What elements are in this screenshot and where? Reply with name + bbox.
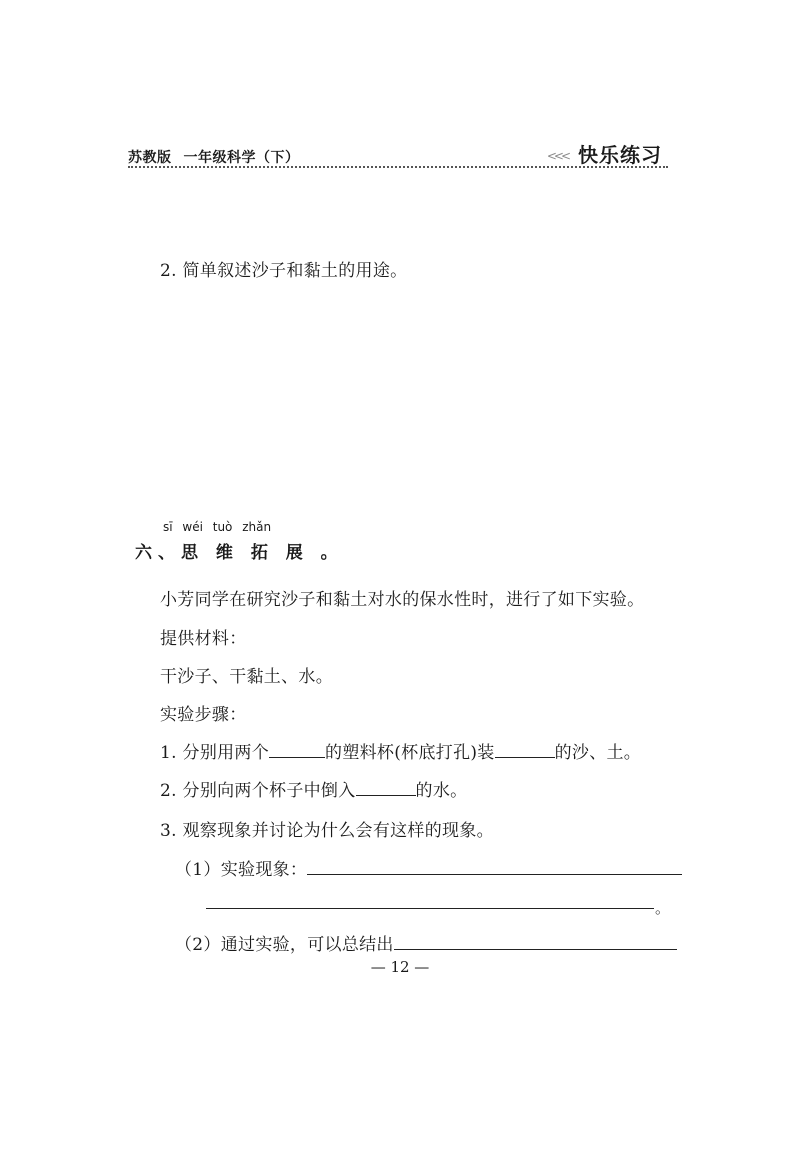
step-1-blank-amount[interactable] — [495, 741, 555, 758]
materials-label: 提供材料： — [160, 629, 247, 649]
step-2-text-a: 2. 分别向两个杯子中倒入 — [160, 781, 356, 801]
step-2-text-b: 的水。 — [415, 781, 468, 801]
brand-title: 快乐练习 — [578, 143, 662, 167]
section-title: 六、思 维 拓 展 。 — [135, 543, 344, 563]
grade-text: 一年级科学（下） — [183, 150, 300, 166]
sub-question-1-label: （1）实验现象： — [175, 860, 308, 880]
steps-label: 实验步骤： — [160, 705, 247, 725]
edition-text: 苏教版 — [128, 150, 172, 166]
step-1-text-a: 1. 分别用两个 — [160, 743, 270, 763]
materials-list: 干沙子、干黏土、水。 — [160, 667, 333, 687]
phenomenon-end-mark: 。 — [655, 899, 671, 917]
header-divider — [128, 166, 668, 168]
sub-question-2-label: （2）通过实验，可以总结出 — [175, 935, 394, 955]
section-pinyin: sī wéi tuò zhǎn — [163, 520, 272, 534]
step-3: 3. 观察现象并讨论为什么会有这样的现象。 — [160, 821, 494, 841]
step-1-text-c: 的沙、土。 — [554, 743, 642, 763]
book-edition-label — [128, 147, 300, 167]
conclusion-answer-line[interactable] — [394, 933, 677, 950]
experiment-intro: 小芳同学在研究沙子和黏土对水的保水性时，进行了如下实验。 — [160, 590, 645, 610]
page-number: — 12 — — [370, 958, 430, 976]
step-2 — [160, 776, 467, 801]
sub-question-2 — [175, 930, 677, 955]
chevrons-icon: <<< — [546, 148, 568, 163]
step-1 — [160, 738, 641, 763]
brand-block — [547, 139, 662, 168]
phenomenon-answer-line-2[interactable] — [206, 908, 654, 909]
step-1-text-b: 的塑料杯(杯底打孔)装 — [325, 743, 495, 763]
question-2: 2. 简单叙述沙子和黏土的用途。 — [160, 261, 408, 281]
step-2-blank-water[interactable] — [356, 779, 416, 796]
sub-question-1 — [175, 855, 682, 880]
phenomenon-answer-line-1[interactable] — [307, 858, 682, 875]
step-1-blank-cup[interactable] — [269, 741, 325, 758]
